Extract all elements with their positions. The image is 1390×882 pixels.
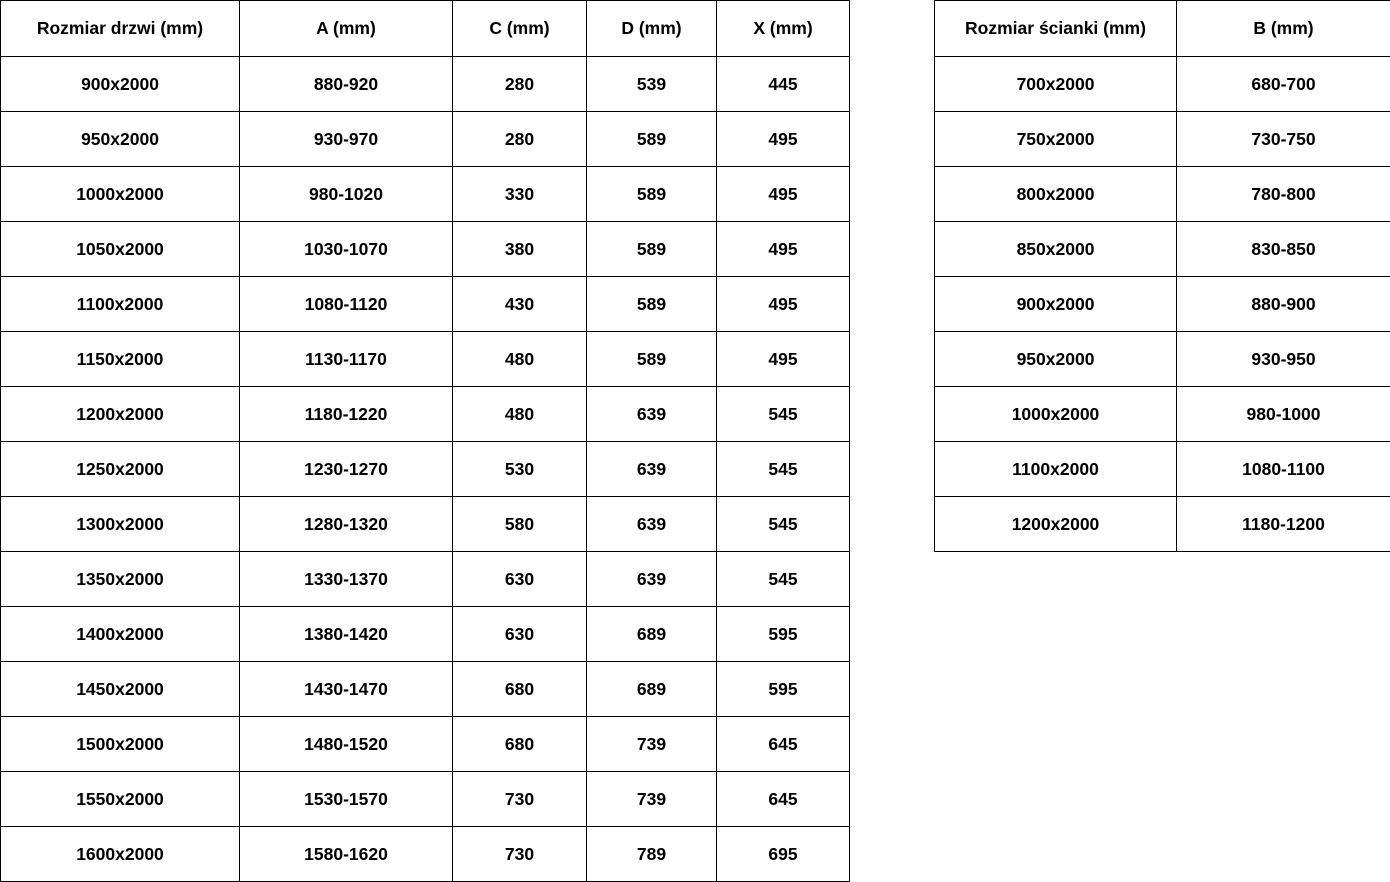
column-header-x: X (mm) [717,1,850,57]
table-cell: 730-750 [1177,112,1390,167]
table-row [1,222,850,277]
table-row [1,662,850,717]
table-cell: 589 [587,167,717,222]
table-cell: 480 [453,387,587,442]
table-cell: 780-800 [1177,167,1390,222]
table-row [1,717,850,772]
table-cell: 730 [453,827,587,882]
table-cell: 1300x2000 [1,497,240,552]
table-cell: 950x2000 [1,112,240,167]
table-cell: 639 [587,497,717,552]
table-cell: 1200x2000 [935,497,1177,552]
table-cell: 980-1020 [240,167,453,222]
table-cell: 595 [717,607,850,662]
table-cell: 539 [587,57,717,112]
table-cell: 639 [587,387,717,442]
table-cell: 630 [453,552,587,607]
table-cell: 595 [717,662,850,717]
column-header-a: A (mm) [240,1,453,57]
table-cell: 1250x2000 [1,442,240,497]
table-row [935,332,1390,387]
table-cell: 1350x2000 [1,552,240,607]
table-cell: 739 [587,717,717,772]
table-cell: 280 [453,112,587,167]
table-row [1,57,850,112]
table-cell: 1230-1270 [240,442,453,497]
table-cell: 1280-1320 [240,497,453,552]
table-cell: 589 [587,222,717,277]
table-cell: 589 [587,332,717,387]
table-cell: 589 [587,112,717,167]
table-row [935,277,1390,332]
table-cell: 689 [587,607,717,662]
table-cell: 580 [453,497,587,552]
table-header-row [935,1,1390,57]
table-cell: 800x2000 [935,167,1177,222]
table-cell: 880-920 [240,57,453,112]
table-cell: 789 [587,827,717,882]
table-cell: 1380-1420 [240,607,453,662]
table-row [935,442,1390,497]
table-row [1,332,850,387]
table-cell: 1330-1370 [240,552,453,607]
table-cell: 445 [717,57,850,112]
table-cell: 639 [587,552,717,607]
table-row [1,827,850,882]
table-cell: 545 [717,387,850,442]
table-cell: 730 [453,772,587,827]
table-cell: 630 [453,607,587,662]
table-cell: 1080-1100 [1177,442,1390,497]
column-header-d: D (mm) [587,1,717,57]
table-cell: 680 [453,662,587,717]
table-cell: 495 [717,222,850,277]
table-cell: 680 [453,717,587,772]
table-cell: 930-970 [240,112,453,167]
table-row [1,112,850,167]
table-cell: 1450x2000 [1,662,240,717]
table-row [1,772,850,827]
table-cell: 330 [453,167,587,222]
table-row [1,607,850,662]
table-cell: 495 [717,277,850,332]
column-header-wall-size: Rozmiar ścianki (mm) [935,1,1177,57]
table-row [935,112,1390,167]
table-cell: 1400x2000 [1,607,240,662]
table-cell: 739 [587,772,717,827]
table-cell: 645 [717,772,850,827]
table-cell: 1100x2000 [935,442,1177,497]
table-cell: 1130-1170 [240,332,453,387]
table-cell: 980-1000 [1177,387,1390,442]
table-cell: 645 [717,717,850,772]
table-cell: 530 [453,442,587,497]
table-row [935,497,1390,552]
column-header-door-size: Rozmiar drzwi (mm) [1,1,240,57]
wall-sizes-table [934,0,1390,552]
table-cell: 495 [717,167,850,222]
table-cell: 1600x2000 [1,827,240,882]
table-cell: 930-950 [1177,332,1390,387]
column-header-c: C (mm) [453,1,587,57]
table-cell: 689 [587,662,717,717]
table-cell: 545 [717,552,850,607]
table-row [1,387,850,442]
table-cell: 495 [717,332,850,387]
table-cell: 1000x2000 [935,387,1177,442]
table-cell: 1100x2000 [1,277,240,332]
table-cell: 1000x2000 [1,167,240,222]
table-row [1,442,850,497]
table-row [935,167,1390,222]
table-row [1,552,850,607]
table-cell: 1150x2000 [1,332,240,387]
table-cell: 1180-1200 [1177,497,1390,552]
table-cell: 680-700 [1177,57,1390,112]
table-cell: 900x2000 [1,57,240,112]
table-cell: 1050x2000 [1,222,240,277]
table-cell: 950x2000 [935,332,1177,387]
table-cell: 495 [717,112,850,167]
table-cell: 589 [587,277,717,332]
table-cell: 1530-1570 [240,772,453,827]
table-row [935,387,1390,442]
table-cell: 639 [587,442,717,497]
table-cell: 700x2000 [935,57,1177,112]
table-row [1,167,850,222]
table-cell: 900x2000 [935,277,1177,332]
table-row [935,222,1390,277]
table-cell: 830-850 [1177,222,1390,277]
table-cell: 1200x2000 [1,387,240,442]
table-row [1,277,850,332]
table-cell: 1580-1620 [240,827,453,882]
table-cell: 430 [453,277,587,332]
table-cell: 1550x2000 [1,772,240,827]
table-cell: 480 [453,332,587,387]
table-row [1,497,850,552]
table-cell: 1480-1520 [240,717,453,772]
table-cell: 880-900 [1177,277,1390,332]
table-cell: 1430-1470 [240,662,453,717]
table-cell: 1030-1070 [240,222,453,277]
table-header-row [1,1,850,57]
table-cell: 280 [453,57,587,112]
table-cell: 545 [717,442,850,497]
column-header-b: B (mm) [1177,1,1390,57]
table-cell: 750x2000 [935,112,1177,167]
table-cell: 380 [453,222,587,277]
table-cell: 1080-1120 [240,277,453,332]
table-cell: 850x2000 [935,222,1177,277]
table-cell: 695 [717,827,850,882]
table-cell: 1180-1220 [240,387,453,442]
table-cell: 545 [717,497,850,552]
table-cell: 1500x2000 [1,717,240,772]
table-row [935,57,1390,112]
